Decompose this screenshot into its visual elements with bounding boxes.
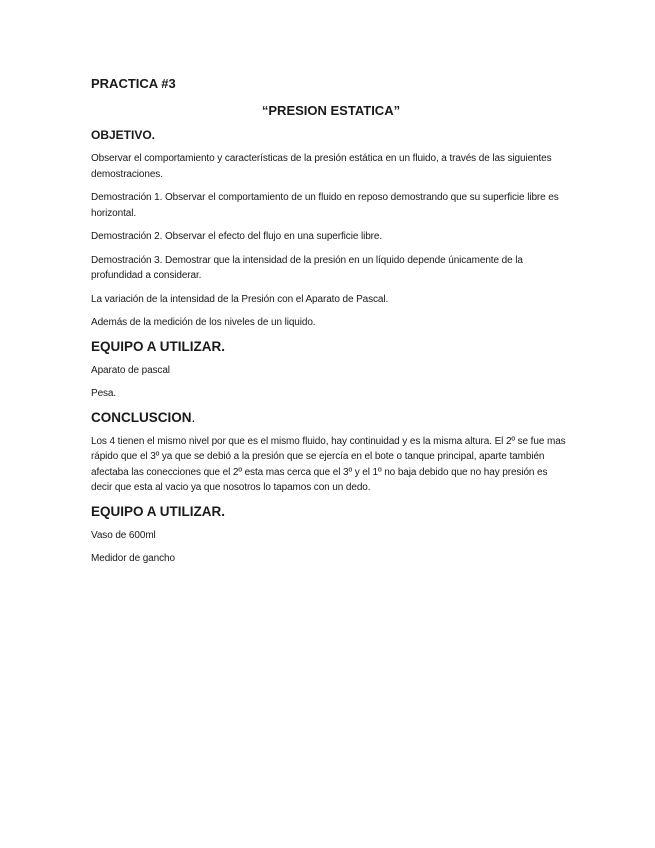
- equipment-heading-2: EQUIPO A UTILIZAR.: [91, 503, 225, 519]
- demonstration-1: Demostración 1. Observar el comportamiento de un fluido en reposo demostrando que su superficie libre es horizontal.: [91, 192, 559, 219]
- conclusion-heading-dot: .: [191, 409, 196, 425]
- document-subtitle: “PRESION ESTATICA”: [261, 103, 401, 118]
- equipment-item: Aparato de pascal: [91, 364, 170, 376]
- objective-paragraph: Observar el comportamiento y características de la presión estática en un fluido, a través de las siguientes demostraciones.: [91, 153, 552, 180]
- demonstration-3: Demostración 3. Demostrar que la intensidad de la presión en un líquido depende únicamente de la profundidad a considerar.: [91, 254, 523, 281]
- equipment-item: Vaso de 600ml: [91, 529, 156, 541]
- pascal-variation-paragraph: La variación de la intensidad de la Presión con el Aparato de Pascal.: [91, 293, 389, 305]
- equipment-item: Medidor de gancho: [91, 553, 175, 564]
- practice-title: PRACTICA #3: [91, 76, 176, 91]
- conclusion-heading-text: CONCLUSCION: [91, 409, 192, 425]
- conclusion-heading: [91, 410, 569, 425]
- document-content: [91, 76, 569, 575]
- objective-heading: OBJETIVO.: [91, 128, 156, 142]
- demonstration-2: Demostración 2. Observar el efecto del flujo en una superficie libre.: [91, 231, 383, 242]
- conclusion-paragraph: Los 4 tienen el mismo nivel por que es el mismo fluido, hay continuidad y es la misma altura. El 2º se fue mas rápido que el 3º ya que se debió a la presión que se ejercía en el bote o tanque principal, aparte también afectaba las conecciones que el 2º esta mas cerca que el 3º y el 1º no baja debido que no hay presión es decir que esta al vacio ya que nosotros lo tapamos con un dedo.: [91, 435, 566, 493]
- equipment-item: Pesa.: [91, 388, 117, 399]
- equipment-heading-1: EQUIPO A UTILIZAR.: [91, 338, 225, 354]
- liquid-levels-paragraph: Además de la medición de los niveles de un liquido.: [91, 317, 316, 328]
